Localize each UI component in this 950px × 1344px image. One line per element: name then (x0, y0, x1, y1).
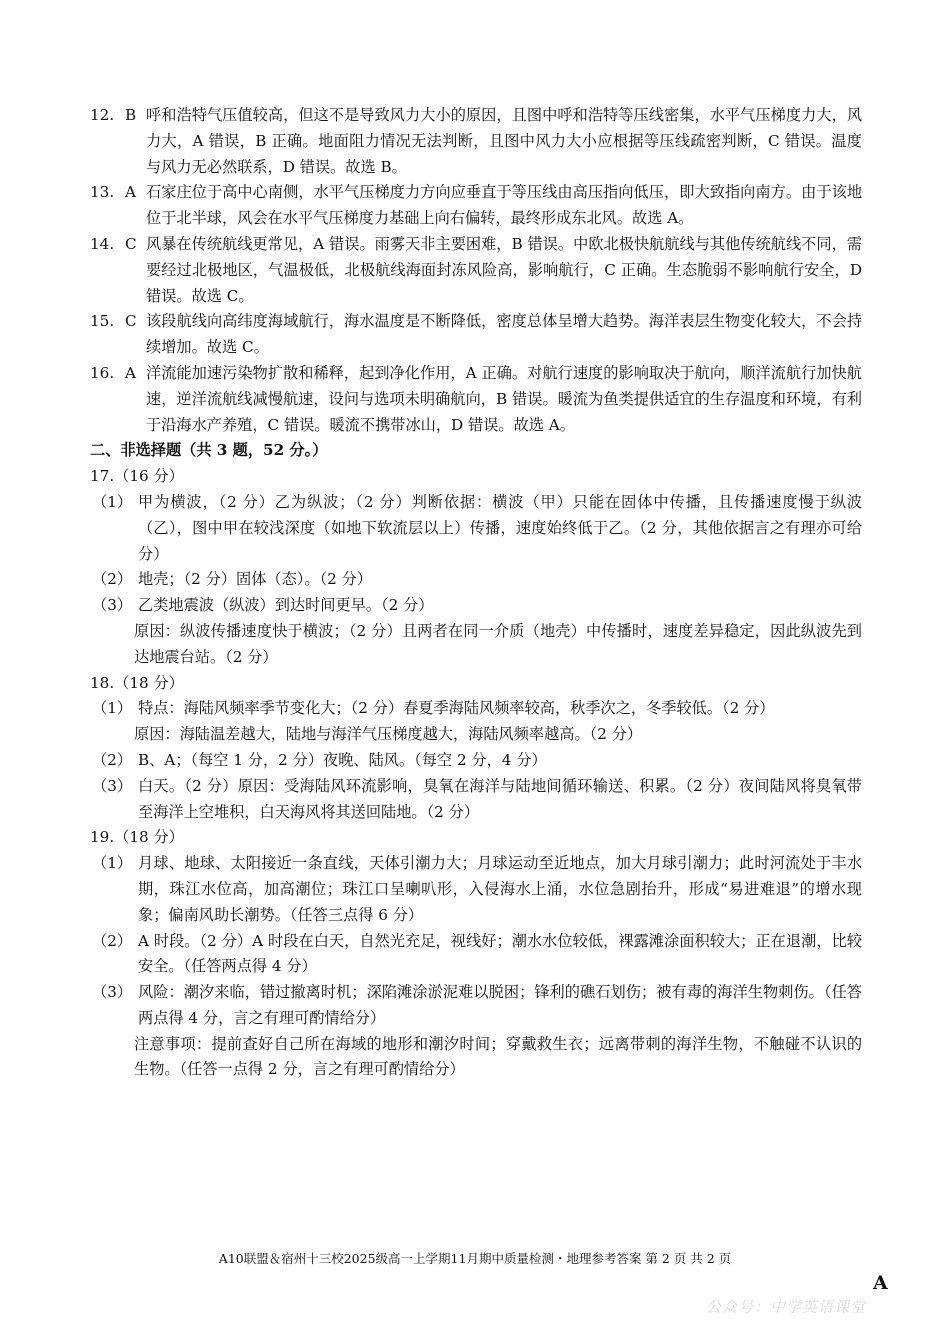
section-title: 二、非选择题（共 3 题，52 分。） (90, 441, 328, 460)
part-text: 风险：潮汐来临，错过撤离时机；深陷滩涂淤泥难以脱困；锋利的礁石划伤；被有毒的海洋生物刺伤。（任答两点得 4 分，言之有理可酌情给分） (138, 983, 862, 1027)
part-label: （1） (92, 699, 133, 718)
q17-part-2 (90, 567, 862, 593)
part-text: 甲为横波，（2 分）乙为纵波；（2 分）判断依据：横波（甲）只能在固体中传播，且传播速度慢于纵波（乙），图中甲在较浅深度（如地下软流层以上）传播，速度始终低于乙。（2 分，其他依据言之有理亦可给分） (138, 492, 862, 563)
question-number: 15. (90, 312, 115, 331)
q17-part-3 (90, 593, 862, 619)
part-label: （2） (92, 570, 133, 589)
part-label: （1） (92, 854, 133, 873)
part-text: 地壳；（2 分）固体（态）。（2 分） (138, 570, 372, 589)
answer-item-12 (90, 103, 862, 180)
part-label: （3） (92, 983, 133, 1002)
answer-letter: C (125, 312, 137, 331)
answer-letter: A (125, 363, 136, 382)
answer-item-13 (90, 180, 862, 232)
answer-explanation: 呼和浩特气压值较高，但这不是导致风力大小的原因，且图中呼和浩特等压线密集，水平气压梯度力大，风力大，A 错误，B 正确。地面阻力情况无法判断，且图中风力大小应根据等压线疏密判断，C 错误。温度与风力无必然联系，D 错误。故选 B。 (146, 106, 862, 176)
answer-explanation: 风暴在传统航线更常见，A 错误。雨雾天非主要困难，B 错误。中欧北极快航航线与其他传统航线不同，需要经过北极地区，气温极低，北极航线海面封冻风险高，影响航行，C 正确。生态脆弱不影响航行安全，D 错误。故选 C。 (146, 234, 862, 305)
part-text: B、A；（每空 1 分，2 分）夜晚、陆风。（每空 2 分，4 分） (138, 750, 547, 769)
question-number: 14. (90, 234, 115, 253)
part-label: （2） (92, 750, 133, 769)
question-number: 13. (90, 183, 115, 202)
answer-item-16 (90, 361, 862, 438)
q18-part-1 (90, 696, 862, 722)
answer-letter: B (125, 106, 137, 124)
page-footer: A10联盟＆宿州十三校2025级高一上学期11月期中质量检测・地理参考答案 第 2 页 共 2 页 (218, 1251, 732, 1266)
watermark: 公众号：中学英语课堂 (706, 1298, 867, 1316)
q17-heading: 17.（16 分） (90, 467, 184, 486)
q18-heading: 18.（18 分） (90, 673, 184, 692)
part-label: （2） (92, 931, 133, 950)
q19-heading: 19.（18 分） (90, 828, 184, 847)
q18-part-1-reason: 原因：海陆温差越大，陆地与海洋气压梯度越大，海陆风频率越高。（2 分） (134, 725, 643, 744)
part-text: A 时段。（2 分）A 时段在白天，自然光充足，视线好；潮水水位较低，裸露滩涂面积较大；正在退潮，比较安全。（任答两点得 4 分） (138, 931, 862, 976)
answer-item-14 (90, 232, 862, 309)
answer-explanation: 该段航线向高纬度海域航行，海水温度是不断降低，密度总体呈增大趋势。海洋表层生物变化较大，不会持续增加。故选 C。 (146, 312, 862, 357)
answer-letter: A (125, 183, 136, 202)
q17-part-3-reason: 原因：纵波传播速度快于横波；（2 分）且两者在同一介质（地壳）中传播时，速度差异稳定，因此纵波先到达地震台站。（2 分） (134, 621, 862, 666)
q17-part-1 (90, 490, 862, 567)
answer-item-15 (90, 309, 862, 361)
q19-part-3 (90, 980, 862, 1032)
part-text: 特点：海陆风频率季节变化大；（2 分）春夏季海陆风频率较高，秋季次之，冬季较低。（2 分） (138, 699, 775, 718)
part-label: （3） (92, 596, 133, 615)
answer-explanation: 石家庄位于高中心南侧，水平气压梯度力方向应垂直于等压线由高压指向低压，即大致指向南方。由于该地位于北半球，风会在水平气压梯度力基础上向右偏转，最终形成东北风。故选 A。 (146, 183, 862, 228)
answer-explanation: 洋流能加速污染物扩散和稀释，起到净化作用，A 正确。对航行速度的影响取决于航向，顺洋流航行加快航速，逆洋流航线减慢航速，设问与选项未明确航向，B 错误。暖流为鱼类提供适宜的生存温度和环境，有利于沿海水产养殖，C 错误。暖流不携带冰山，D 错误。故选 A。 (146, 363, 862, 434)
part-text: 白天。（2 分）原因：受海陆风环流影响，臭氧在海洋与陆地间循环输送、积累。（2 分）夜间陆风将臭氧带至海洋上空堆积，白天海风将其送回陆地。（2 分） (138, 776, 862, 821)
part-text: 乙类地震波（纵波）到达时间更早。（2 分） (138, 596, 434, 615)
question-number: 16. (90, 363, 115, 382)
version-mark: A (873, 1272, 888, 1294)
q19-part-2 (90, 929, 862, 981)
part-text: 月球、地球、太阳接近一条直线，天体引潮力大；月球运动至近地点，加大月球引潮力；此时河流处于丰水期，珠江水位高，加高潮位；珠江口呈喇叭形，入侵海水上涌，水位急剧抬升，形成“易进难退”的增水现象；偏南风助长潮势。（任答三点得 6 分） (138, 854, 862, 924)
q19-part-1 (90, 851, 862, 928)
part-label: （3） (92, 776, 133, 795)
q19-part-3-note: 注意事项：提前查好自己所在海域的地形和潮汐时间；穿戴救生衣；远离带刺的海洋生物，不触碰不认识的生物。（任答一点得 2 分，言之有理可酌情给分） (134, 1034, 862, 1079)
q18-part-3 (90, 774, 862, 826)
q18-part-2 (90, 748, 862, 774)
part-label: （1） (92, 492, 133, 511)
answer-content (90, 103, 862, 1083)
answer-letter: C (125, 234, 137, 253)
question-number: 12. (90, 106, 115, 124)
